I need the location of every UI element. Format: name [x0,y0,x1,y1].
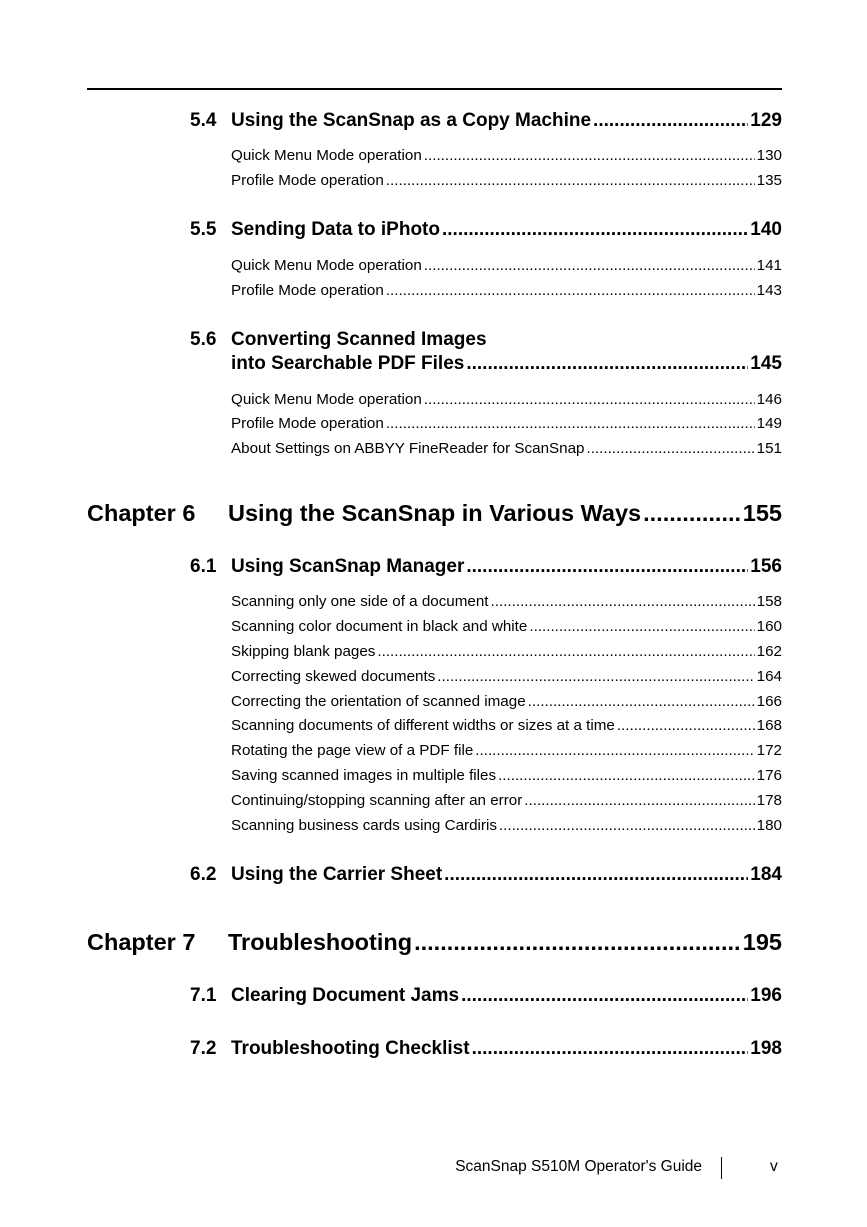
entry-label: Skipping blank pages [231,643,376,660]
page-number: 180 [756,817,782,834]
entry-label: Profile Mode operation [231,282,384,299]
page-number: 158 [756,593,782,610]
entry-label: Scanning documents of different widths or sizes at a time [231,717,615,734]
section-title-line2: into Searchable PDF Files [231,353,465,374]
dot-leader [437,667,754,687]
page-number: 195 [742,929,782,955]
page-number: 145 [750,353,782,374]
toc-chapter-7[interactable] [87,927,782,957]
toc-entry[interactable] [231,816,782,836]
section-number: 6.1 [190,556,217,577]
page-number: 160 [756,618,782,635]
toc-entry[interactable] [231,146,782,166]
page-number: 146 [756,391,782,408]
dot-leader [424,146,755,166]
entry-label: Profile Mode operation [231,415,384,432]
toc-section-6-2[interactable] [190,863,782,887]
section-number: 5.5 [190,219,217,240]
dot-leader [586,439,754,459]
footer-separator [721,1157,722,1179]
section-title-line1: Converting Scanned Images [231,329,487,350]
toc-entry[interactable] [231,414,782,434]
toc-entry[interactable] [231,281,782,301]
page-number: 155 [742,500,782,526]
page-number: 156 [750,556,782,577]
entry-label: Correcting skewed documents [231,668,436,685]
footer-guide-title: ScanSnap S510M Operator's Guide [455,1158,702,1175]
dot-leader [424,390,755,410]
page-number: 198 [750,1038,782,1059]
toc-section-6-1[interactable] [190,555,782,579]
dot-leader [475,741,754,761]
dot-leader [593,109,748,133]
entry-label: Quick Menu Mode operation [231,257,422,274]
dot-leader [442,218,748,242]
dot-leader [529,617,754,637]
toc-chapter-6[interactable] [87,498,782,528]
page-number: 130 [756,147,782,164]
dot-leader [524,791,754,811]
chapter-label: Chapter 7 [87,929,196,955]
toc-entry[interactable] [231,171,782,191]
page-number: 168 [756,717,782,734]
entry-label: Scanning only one side of a document [231,593,489,610]
page-number: 164 [756,668,782,685]
page-number: 151 [756,440,782,457]
section-number: 5.6 [190,329,217,350]
page-number: 196 [750,985,782,1006]
section-title: Using ScanSnap Manager [231,556,465,577]
page-number: 172 [756,742,782,759]
entry-label: Correcting the orientation of scanned image [231,693,526,710]
toc-section-7-2[interactable] [190,1037,782,1061]
toc-entry[interactable] [231,766,782,786]
dot-leader [424,256,755,276]
page-number: 129 [750,110,782,131]
section-title: Using the Carrier Sheet [231,864,443,885]
dot-leader [472,1037,749,1061]
section-number: 5.4 [190,110,217,131]
dot-leader [386,281,755,301]
entry-label: Continuing/stopping scanning after an error [231,792,523,809]
dot-leader [461,984,748,1008]
dot-leader [528,692,755,712]
dot-leader [444,863,748,887]
chapter-title: Troubleshooting [228,929,413,955]
dot-leader [617,716,755,736]
page-number: 149 [756,415,782,432]
dot-leader [377,642,754,662]
dot-leader [498,766,755,786]
entry-label: Scanning color document in black and white [231,618,528,635]
toc-section-5-6[interactable] [190,328,782,376]
section-number: 7.2 [190,1038,217,1059]
page-number: 141 [756,257,782,274]
dot-leader [499,816,755,836]
dot-leader [386,171,755,191]
toc-section-5-5[interactable] [190,218,782,242]
section-title: Troubleshooting Checklist [231,1038,470,1059]
dot-leader [466,352,748,376]
header-rule [87,88,782,90]
dot-leader [414,927,741,957]
toc-entry[interactable] [231,741,782,761]
dot-leader [466,555,748,579]
toc-entry[interactable] [231,667,782,687]
entry-label: Profile Mode operation [231,172,384,189]
entry-label: Scanning business cards using Cardiris [231,817,497,834]
toc-section-5-4[interactable] [190,109,782,133]
section-number: 7.1 [190,985,217,1006]
page-number: 135 [756,172,782,189]
toc-entry[interactable] [231,692,782,712]
dot-leader [386,414,755,434]
page-number: 166 [756,693,782,710]
toc-entry[interactable] [231,439,782,459]
toc-entry[interactable] [231,592,782,612]
section-title: Clearing Document Jams [231,985,460,1006]
dot-leader [491,592,755,612]
toc-section-7-1[interactable] [190,984,782,1008]
entry-label: Quick Menu Mode operation [231,391,422,408]
page-number: 143 [756,282,782,299]
entry-label: Rotating the page view of a PDF file [231,742,474,759]
page-number: 162 [756,643,782,660]
page-number: 140 [750,219,782,240]
toc-entry[interactable] [231,390,782,410]
page-number: 178 [756,792,782,809]
page-number: 176 [756,767,782,784]
dot-leader [643,498,741,528]
footer-page-number: v [770,1158,778,1175]
section-title: Sending Data to iPhoto [231,219,440,240]
chapter-label: Chapter 6 [87,500,196,526]
entry-label: About Settings on ABBYY FineReader for ScanSnap [231,440,585,457]
section-title: Using the ScanSnap as a Copy Machine [231,110,592,131]
page-number: 184 [750,864,782,885]
toc-entry[interactable] [231,642,782,662]
chapter-title: Using the ScanSnap in Various Ways [228,500,642,526]
toc-entry[interactable] [231,256,782,276]
entry-label: Saving scanned images in multiple files [231,767,497,784]
toc-entry[interactable] [231,716,782,736]
toc-entry[interactable] [231,617,782,637]
section-number: 6.2 [190,864,217,885]
entry-label: Quick Menu Mode operation [231,147,422,164]
toc-entry[interactable] [231,791,782,811]
